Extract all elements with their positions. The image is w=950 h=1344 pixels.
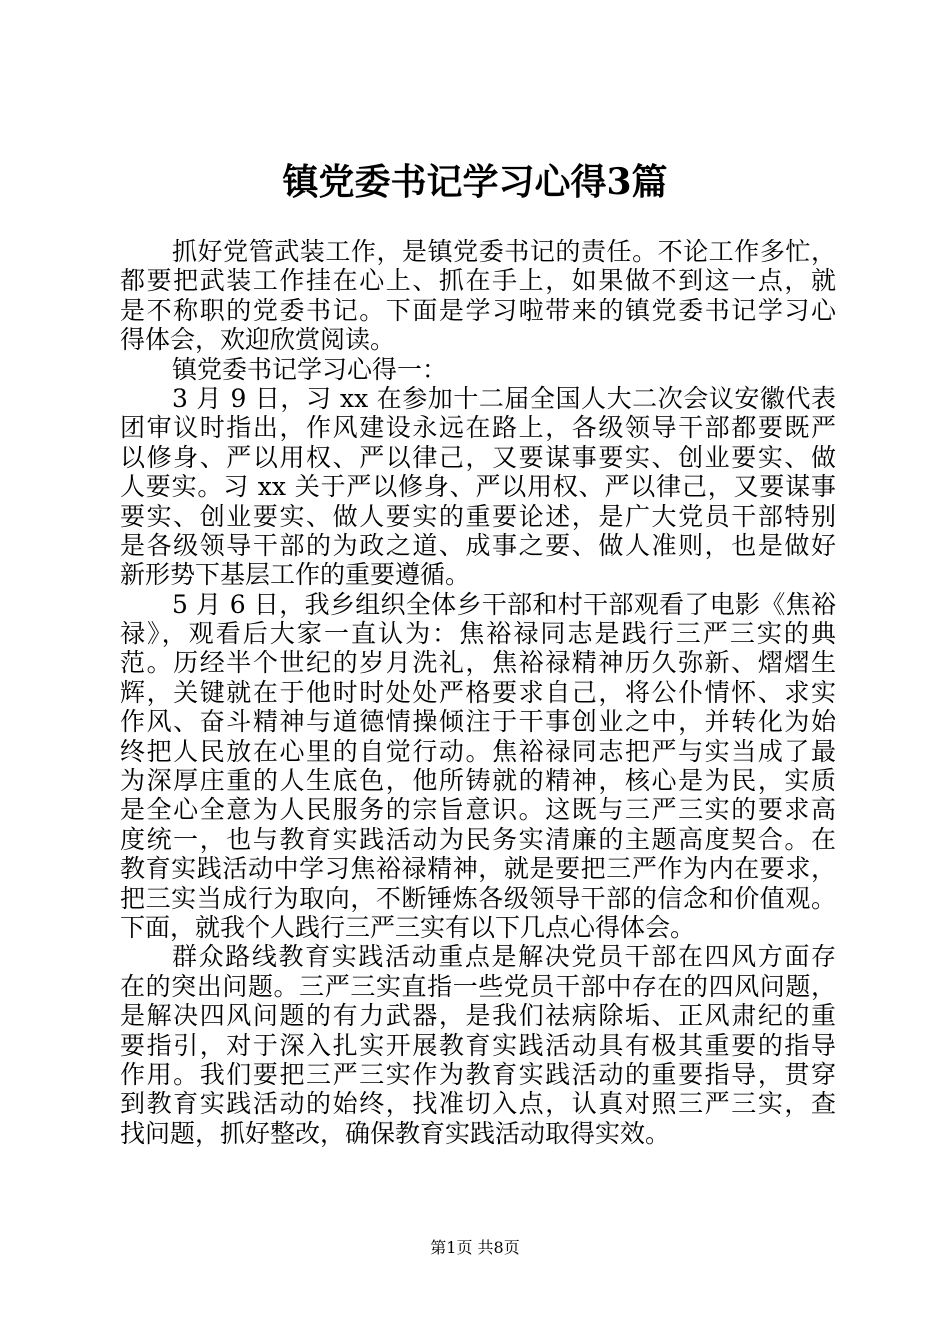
text-line: 把三实当成行为取向，不断锤炼各级领导干部的信念和价值观。	[120, 883, 836, 913]
text-line: 是各级领导干部的为政之道、成事之要、做人准则，也是做好	[120, 530, 836, 560]
text-line: 为深厚庄重的人生底色，他所铸就的精神，核心是为民，实质	[120, 766, 836, 796]
text-line: 教育实践活动中学习焦裕禄精神，就是要把三严作为内在要求，	[120, 854, 836, 884]
text-line: 作用。我们要把三严三实作为教育实践活动的重要指导，贯穿	[120, 1059, 836, 1089]
text-line: 群众路线教育实践活动重点是解决党员干部在四风方面存	[172, 942, 836, 972]
text-line: 终把人民放在心里的自觉行动。焦裕禄同志把严与实当成了最	[120, 736, 836, 766]
text-line: 度统一，也与教育实践活动为民务实清廉的主题高度契合。在	[120, 824, 836, 854]
text-line: 以修身、严以用权、严以律己，又要谋事要实、创业要实、做	[120, 442, 836, 472]
text-line: 5 月 6 日，我乡组织全体乡干部和村干部观看了电影《焦裕	[172, 589, 836, 619]
document-title: 镇党委书记学习心得3篇	[282, 161, 668, 203]
text-line: 范。历经半个世纪的岁月洗礼，焦裕禄精神历久弥新、熠熠生	[120, 648, 836, 678]
text-line: 要实、创业要实、做人要实的重要论述，是广大党员干部特别	[120, 501, 836, 531]
text-line: 在的突出问题。三严三实直指一些党员干部中存在的四风问题，	[120, 971, 836, 1001]
text-line: 作风、奋斗精神与道德情操倾注于干事创业之中，并转化为始	[120, 707, 836, 737]
text-line: 3 月 9 日，习 xx 在参加十二届全国人大二次会议安徽代表	[172, 383, 836, 413]
text-line: 抓好党管武装工作，是镇党委书记的责任。不论工作多忙，	[172, 237, 836, 266]
text-line: 辉，关键就在于他时时处处严格要求自己，将公仆情怀、求实	[120, 677, 836, 707]
paragraph	[120, 942, 836, 1148]
page-footer: 第1页 共8页	[430, 1238, 520, 1257]
text-line: 禄》，观看后大家一直认为：焦裕禄同志是践行三严三实的典	[120, 619, 836, 649]
paragraph	[120, 237, 836, 355]
text-line: 得体会，欢迎欣赏阅读。	[120, 325, 396, 355]
text-line: 镇党委书记学习心得一：	[172, 354, 448, 384]
text-line: 团审议时指出，作风建设永远在路上，各级领导干部都要既严	[120, 413, 836, 443]
text-line: 新形势下基层工作的重要遵循。	[120, 560, 471, 590]
paragraph	[120, 590, 836, 943]
document-body	[120, 237, 836, 1148]
text-line: 都要把武装工作挂在心上、抓在手上，如果做不到这一点，就	[120, 266, 836, 296]
text-line: 下面，就我个人践行三严三实有以下几点心得体会。	[120, 912, 696, 942]
paragraph	[120, 355, 836, 384]
text-line: 到教育实践活动的始终，找准切入点，认真对照三严三实，查	[120, 1089, 836, 1119]
text-line: 是全心全意为人民服务的宗旨意识。这既与三严三实的要求高	[120, 795, 836, 825]
text-line: 是不称职的党委书记。下面是学习啦带来的镇党委书记学习心	[120, 295, 836, 325]
text-line: 人要实。习 xx 关于严以修身、严以用权、严以律己，又要谋事	[120, 472, 836, 502]
text-line: 是解决四风问题的有力武器，是我们祛病除垢、正风肃纪的重	[120, 1001, 836, 1031]
text-line: 找问题，抓好整改，确保教育实践活动取得实效。	[120, 1118, 671, 1148]
text-line: 要指引，对于深入扎实开展教育实践活动具有极其重要的指导	[120, 1030, 836, 1060]
paragraph	[120, 384, 836, 590]
